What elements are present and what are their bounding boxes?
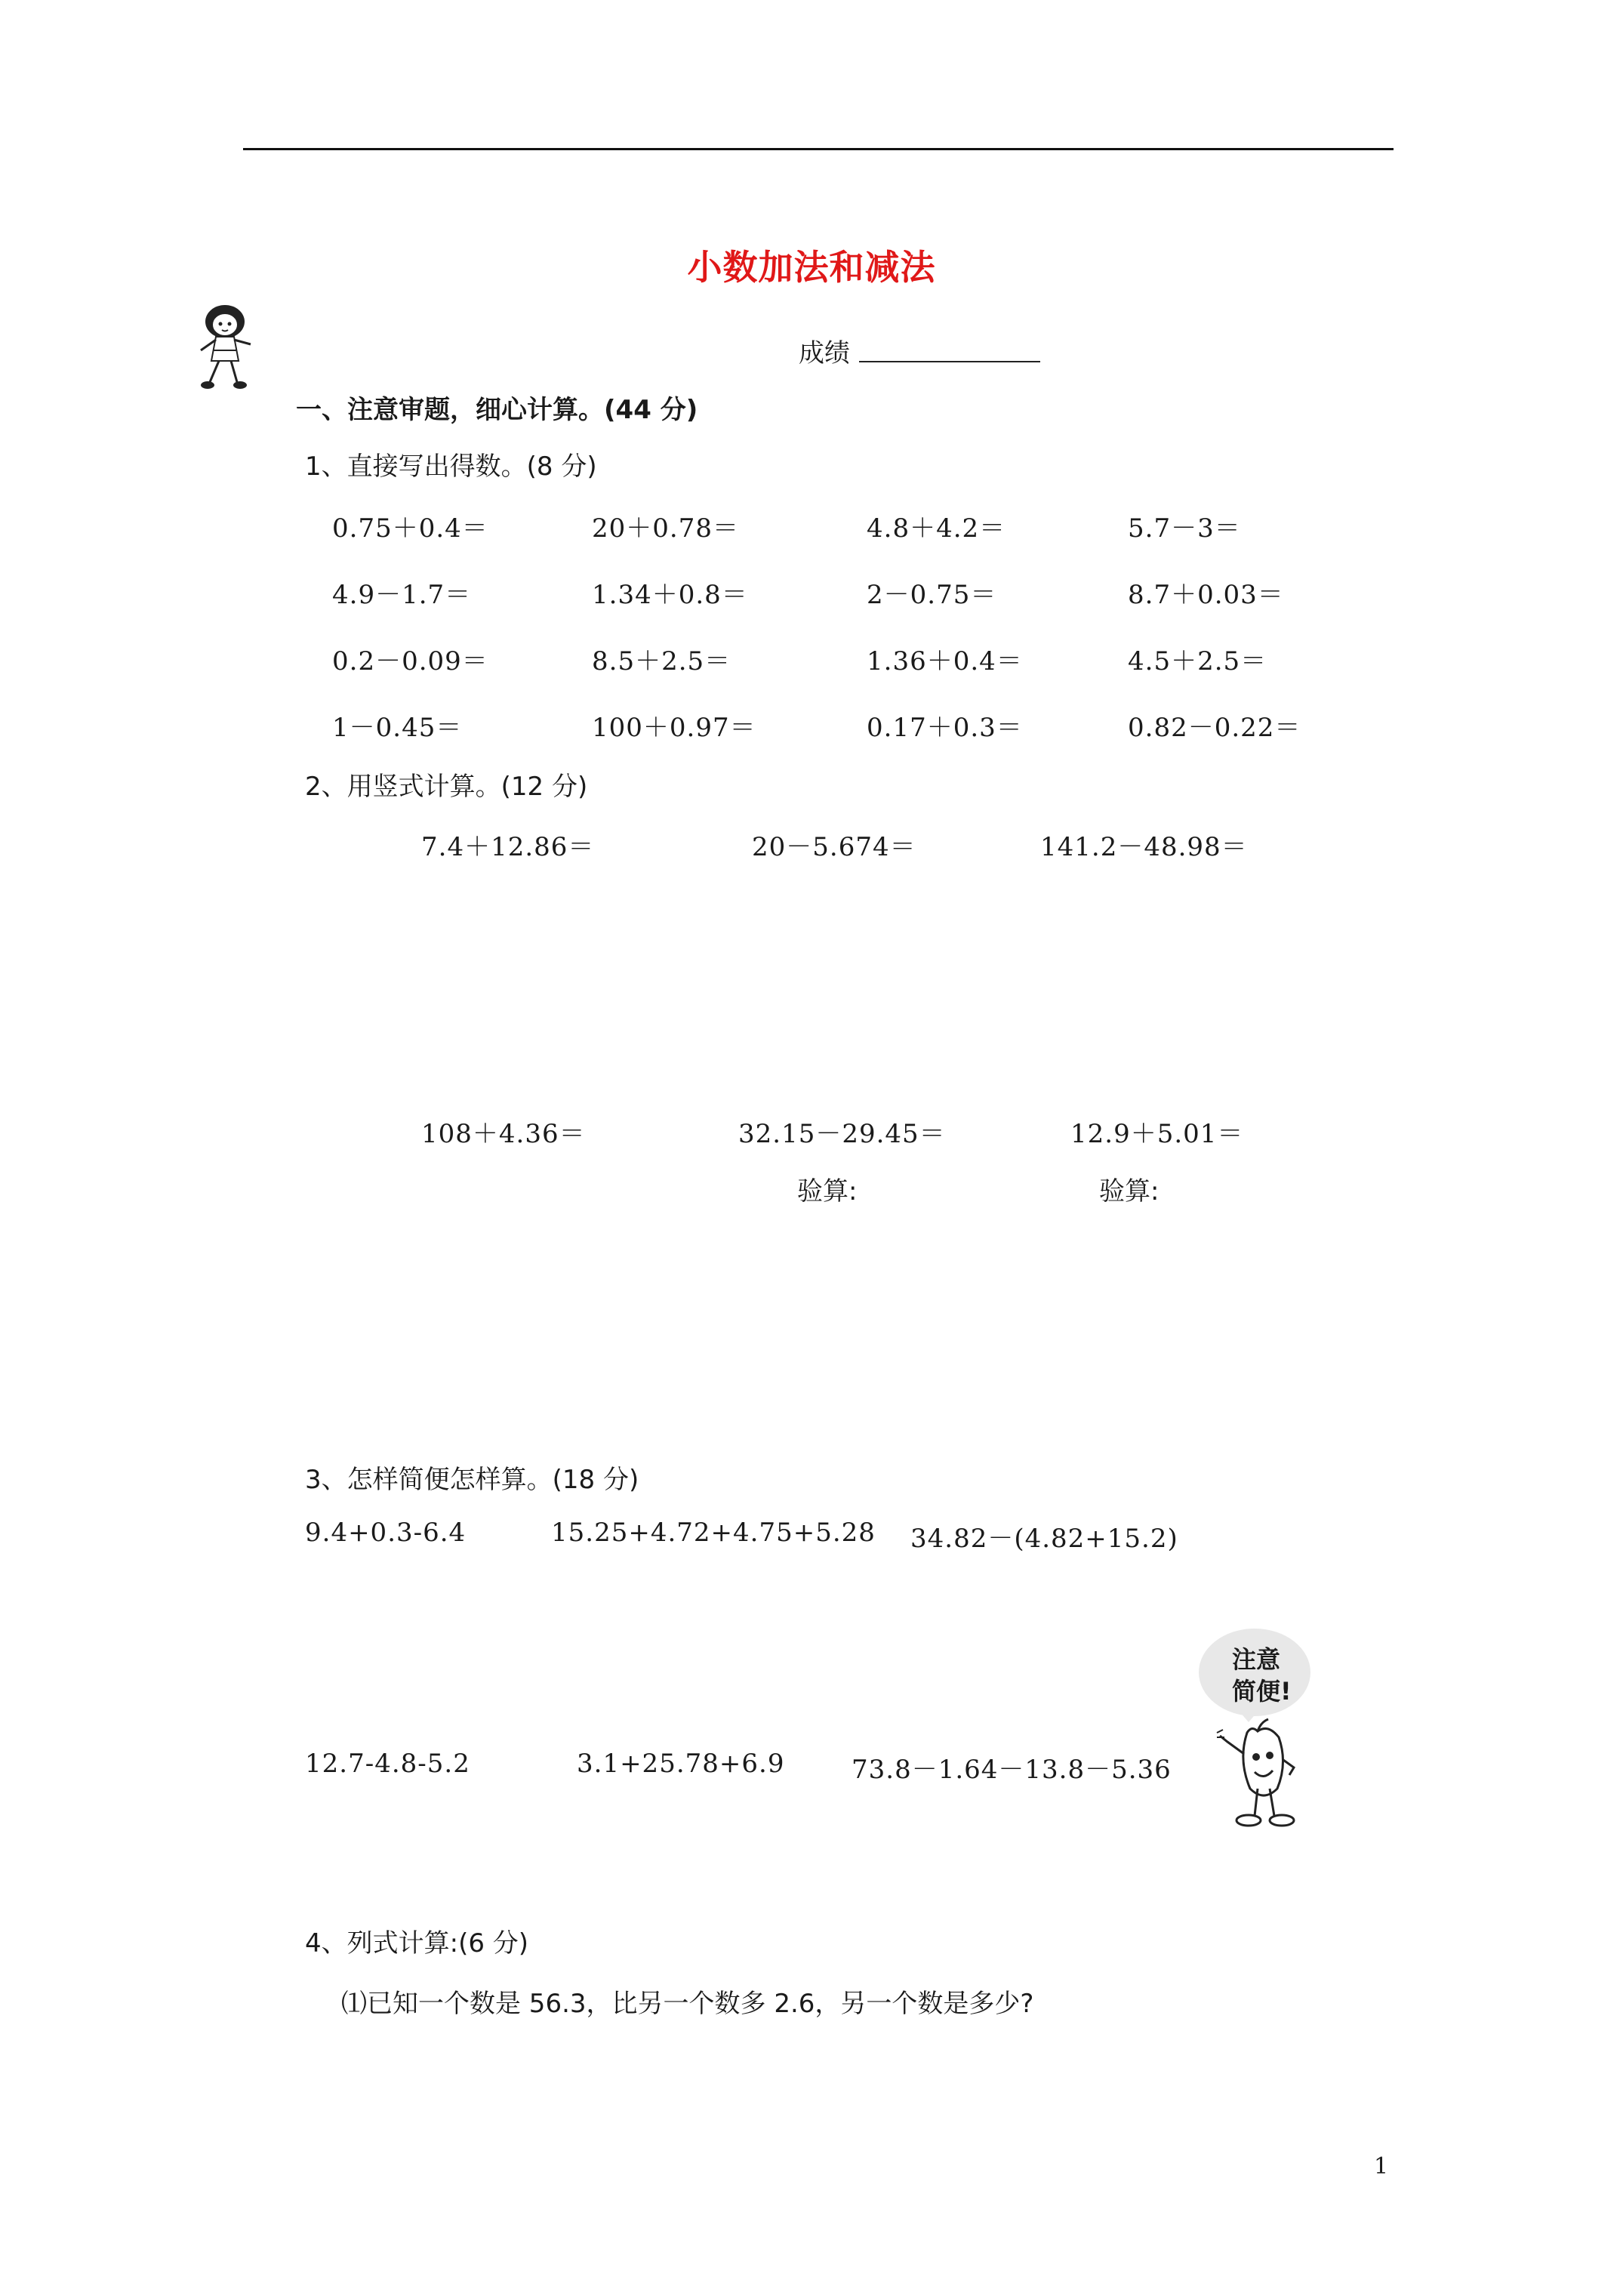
q1-problem: 1.34＋0.8＝ (592, 580, 748, 610)
mascot-illustration (1194, 1627, 1345, 1842)
q3-label: 3、怎样简便怎样算。(18 分) (305, 1465, 639, 1495)
q3-problem: 73.8－1.64－13.8－5.36 (852, 1755, 1172, 1785)
q1-problem: 4.5＋2.5＝ (1128, 646, 1267, 676)
score-blank (859, 361, 1040, 362)
q3-problem: 12.7-4.8-5.2 (305, 1749, 470, 1779)
q1-problem: 5.7－3＝ (1128, 513, 1241, 544)
check-label: 验算: (1099, 1176, 1160, 1207)
q3-problem: 15.25+4.72+4.75+5.28 (551, 1518, 876, 1548)
girl-illustration (187, 300, 276, 394)
q2-problem: 141.2－48.98＝ (1040, 832, 1248, 862)
q1-problem: 0.82－0.22＝ (1128, 713, 1301, 743)
q1-problem: 4.8＋4.2＝ (867, 513, 1006, 544)
bubble-line1: 注意 (1232, 1645, 1281, 1674)
q2-problem: 7.4＋12.86＝ (421, 832, 595, 862)
q1-problem: 8.7＋0.03＝ (1128, 580, 1284, 610)
check-label: 验算: (797, 1176, 858, 1207)
q1-problem: 0.17＋0.3＝ (867, 713, 1023, 743)
q2-problem: 108＋4.36＝ (421, 1119, 586, 1149)
header-rule (243, 148, 1394, 150)
q3-problem: 9.4+0.3-6.4 (305, 1518, 467, 1548)
q4-label: 4、列式计算:(6 分) (305, 1928, 529, 1959)
q2-problem: 12.9＋5.01＝ (1070, 1119, 1244, 1149)
q1-problem: 0.75＋0.4＝ (332, 513, 488, 544)
q1-problem: 4.9－1.7＝ (332, 580, 472, 610)
page-title: 小数加法和减法 (687, 247, 936, 288)
q3-problem: 3.1+25.78+6.9 (577, 1749, 785, 1779)
score-label: 成绩 (799, 338, 850, 368)
q1-problem: 8.5＋2.5＝ (592, 646, 731, 676)
q1-problem: 2－0.75＝ (867, 580, 997, 610)
q4-item1: ⑴已知一个数是 56.3，比另一个数多 2.6，另一个数是多少? (341, 1989, 1034, 2019)
q1-problem: 20＋0.78＝ (592, 513, 739, 544)
q1-problem: 0.2－0.09＝ (332, 646, 488, 676)
page-number: 1 (1374, 2153, 1389, 2180)
q1-label: 1、直接写出得数。(8 分) (305, 451, 597, 482)
q2-problem: 20－5.674＝ (752, 832, 916, 862)
bubble-line2: 简便! (1232, 1677, 1292, 1706)
q2-label: 2、用竖式计算。(12 分) (305, 772, 588, 802)
section1-heading: 一、注意审题，细心计算。(44 分) (296, 395, 698, 425)
q2-problem: 32.15－29.45＝ (738, 1119, 946, 1149)
q1-problem: 1.36＋0.4＝ (867, 646, 1023, 676)
q1-problem: 100＋0.97＝ (592, 713, 756, 743)
q3-problem: 34.82－(4.82+15.2) (910, 1524, 1178, 1554)
q1-problem: 1－0.45＝ (332, 713, 463, 743)
